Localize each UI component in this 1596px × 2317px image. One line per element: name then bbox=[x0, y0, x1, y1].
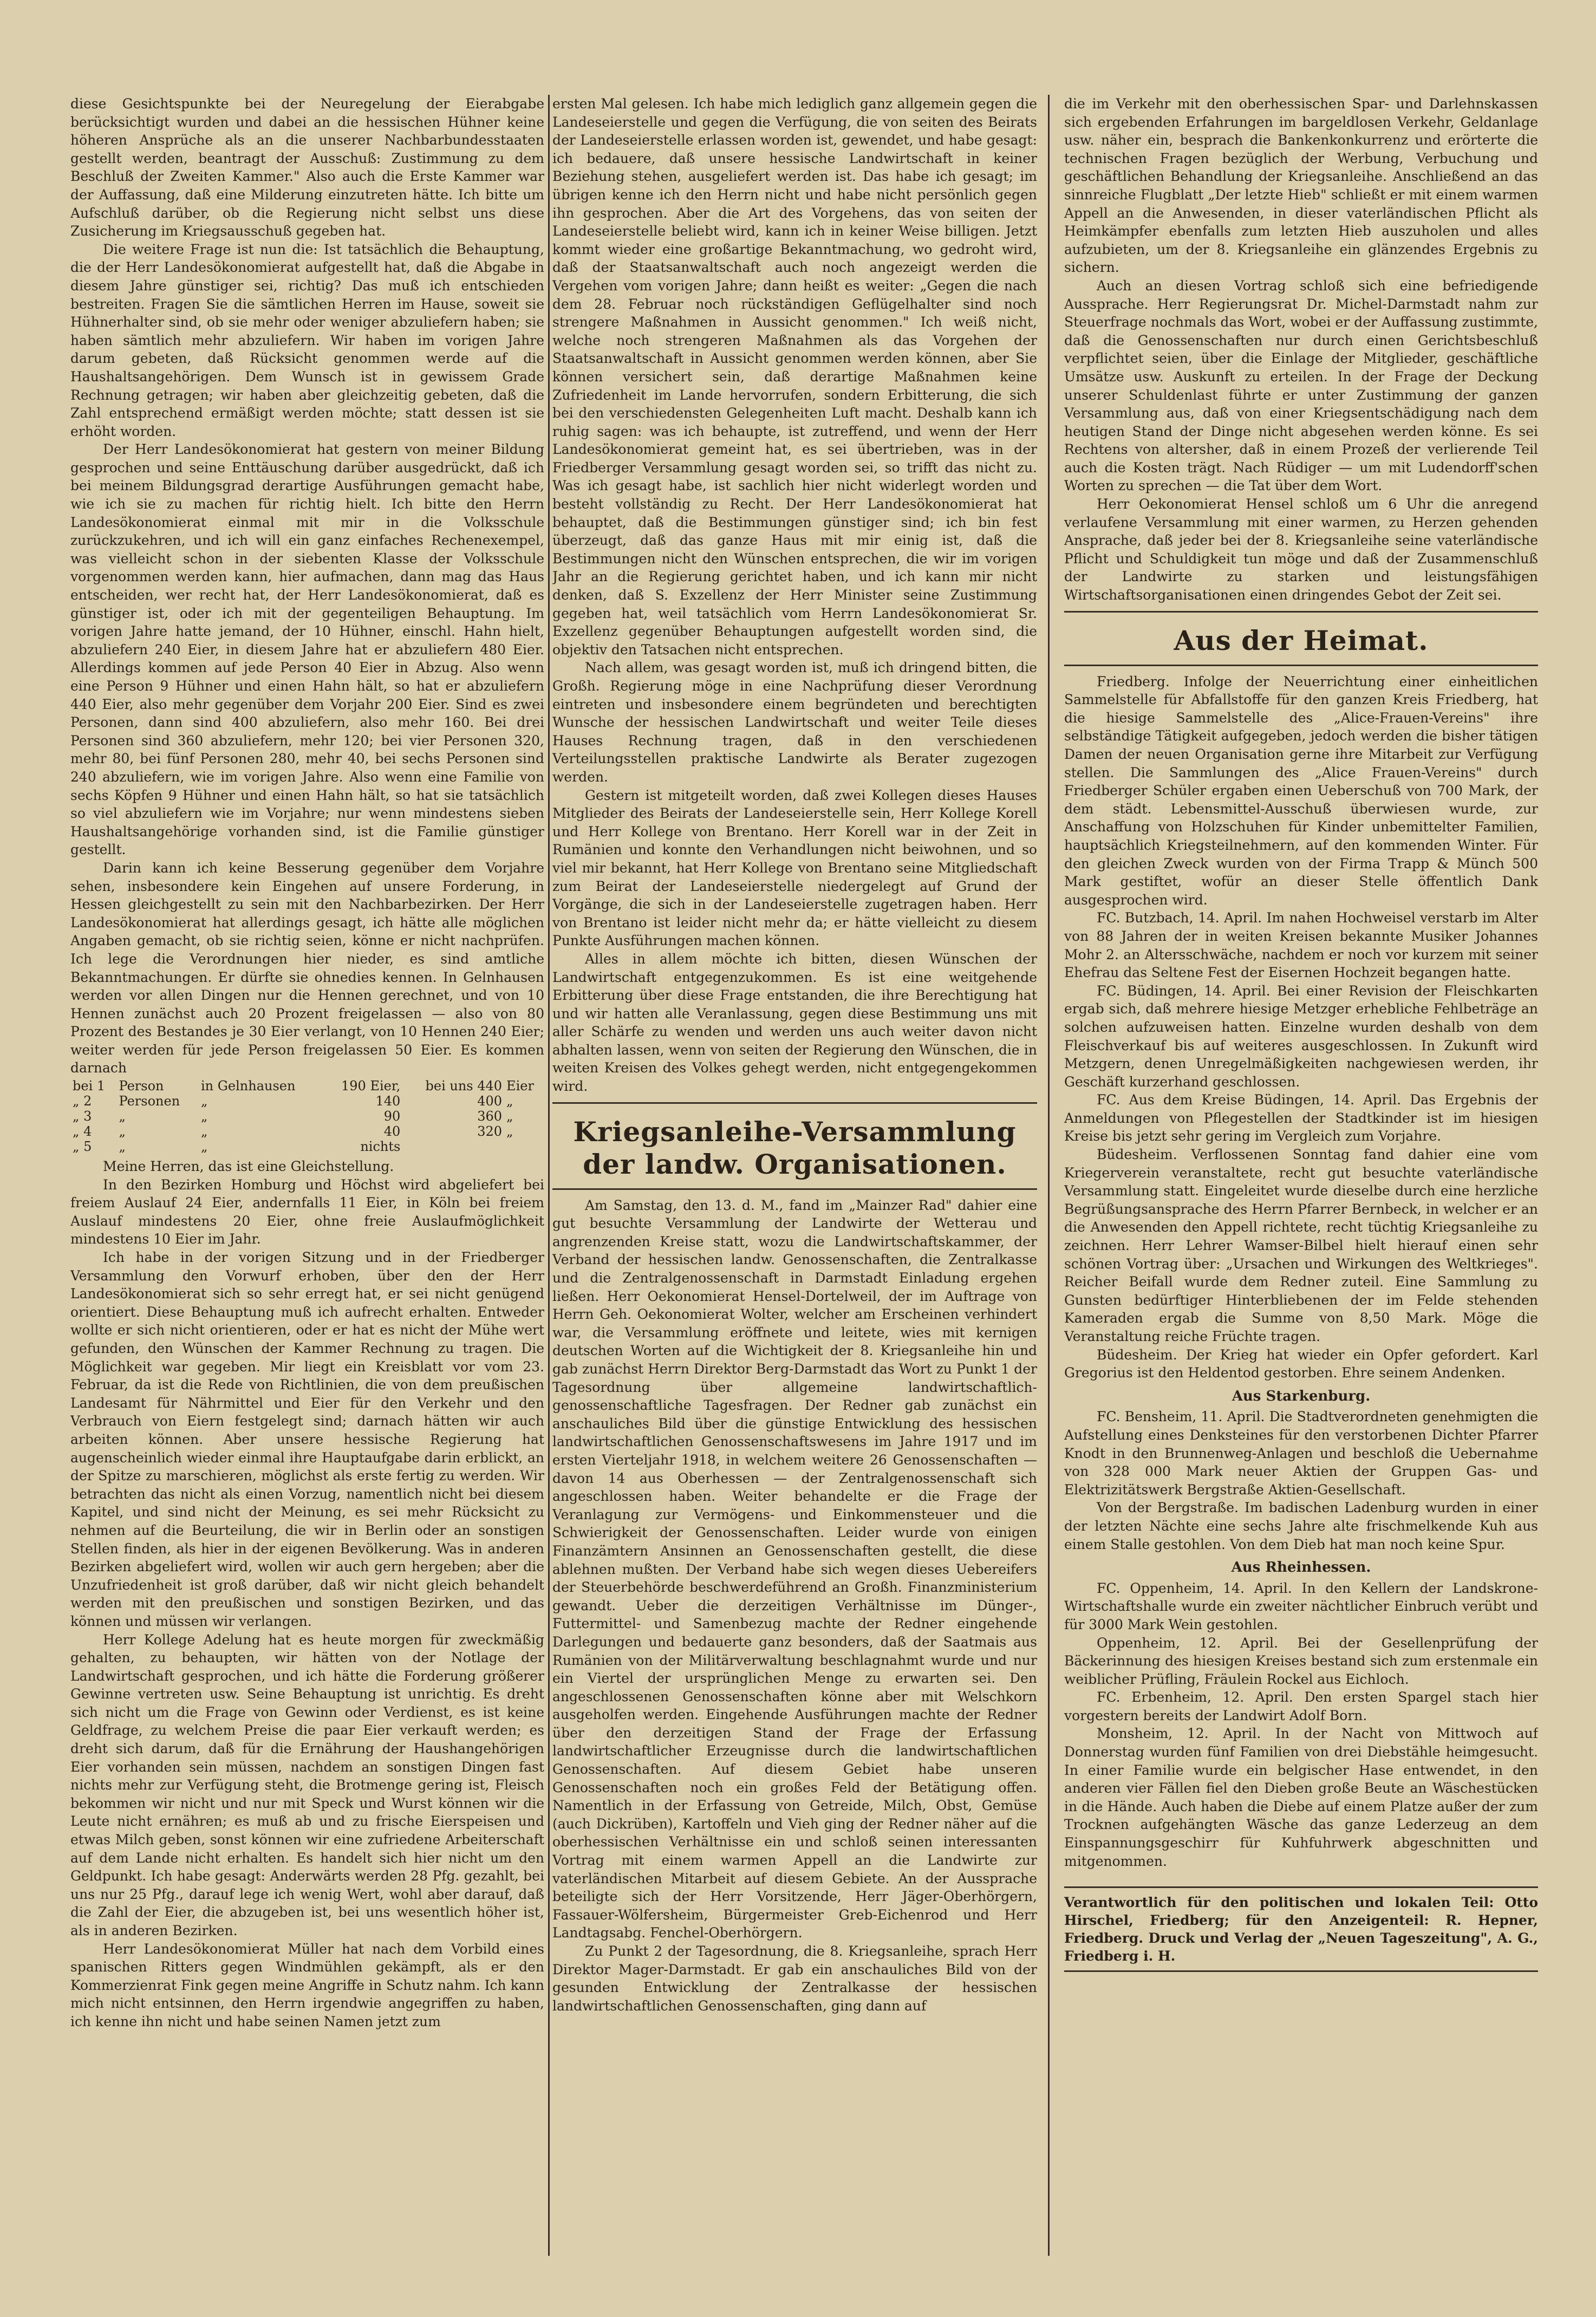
egg-table-cell bbox=[504, 1139, 544, 1154]
col1-paragraph-4: Darin kann ich keine Besserung gegenüber dem Vorjahre sehen, insbesondere kein Eingehen auf unsere Forderung, in Hessen gleichgestellt zu sein mit den Nachbarbezirken. Der Herr Landesökonomierat hat allerdings gesagt, ich hätte alle möglichen Angaben gemacht, ob sie richtig seien, könne er nicht nachprüfen. Ich lege die Verordnungen hier nieder, es sind amtliche Bekanntmachungen. Er dürfte sie ohnedies kennen. In Gelnhausen werden vor allen Dingen nur die Hennen gerechnet, und von 10 Hennen zunächst auch 20 Prozent freigelassen — also von 80 Prozent des Bestandes je 30 Eier verlangt, von 10 Hennen 240 Eier; weiter werden für jede Person freigelassen 50 Eier. Es kommen darnach bbox=[70, 860, 544, 1076]
column-rule-2 bbox=[1048, 95, 1050, 2256]
column-right bbox=[1064, 95, 1538, 2253]
egg-table-cell: nichts bbox=[360, 1139, 401, 1155]
col3-paragraph-5: FC. Butzbach, 14. April. Im nahen Hochweisel verstarb im Alter von 88 Jahren der in weiten Kreisen bekannte Musiker Johannes Mohr 2. an Altersschwäche, nachdem er noch vor kurzem mit seiner Ehefrau das Seltene Fest der Eisernen Hochzeit begangen hatte. bbox=[1064, 910, 1538, 981]
column-rule-1 bbox=[548, 95, 550, 2256]
egg-table-cell: „ bbox=[506, 1109, 513, 1124]
egg-table-cell: bei 1 bbox=[73, 1078, 106, 1094]
egg-table-cell: 320 bbox=[477, 1124, 503, 1140]
egg-table-cell: 190 Eier, bbox=[341, 1078, 401, 1094]
egg-table-cell: „ bbox=[119, 1139, 126, 1155]
col1-paragraph-8: Herr Kollege Adelung hat es heute morgen für zweckmäßig gehalten, zu behaupten, wir hätten von der Notlage der Landwirtschaft gesprochen, und ich hätte die Forderung größerer Gewinne vertreten usw. Seine Behauptung ist unrichtig. Es dreht sich nicht um die Frage von Gewinn oder Verdienst, es ist keine Geldfrage, zu welchem Preise die paar Eier verkauft werden; es dreht sich darum, daß für die Ernährung der Haushangehörigen Eier vorhanden sein müssen, nachdem an sonstigen Dingen fast nichts mehr zur Verfügung steht, die Brotmenge gering ist, Fleisch bekommen wir nicht und nur mit Speck und Wurst können wir die Leute nicht ernähren; es muß ab und zu frische Eierspeisen und etwas Milch geben, sonst können wir eine zufriedene Arbeiterschaft auf dem Lande nicht erhalten. Es handelt sich hier nicht um den Geldpunkt. Ich habe gesagt: Anderwärts werden 28 Pfg. gezahlt, bei uns nur 25 Pfg., darauf lege ich wenig Wert, wohl aber darauf, daß die Zahl der Eier, die abzugeben ist, bei uns wesentlich höher ist, als in anderen Bezirken. bbox=[70, 1631, 544, 1938]
egg-table-cell bbox=[402, 1139, 504, 1154]
egg-table-cell: in Gelnhausen bbox=[200, 1078, 296, 1094]
imprint-footer: Verantwortlich für den politischen und lokalen Teil: Otto Hirschel, Friedberg; für den Anzeigenteil: R. Hepner, Friedberg. Druck und Verlag der „Neuen Tageszeitung", A. G., Friedberg i. H. bbox=[1064, 1886, 1538, 1972]
egg-table-row bbox=[70, 1139, 544, 1154]
section-divider bbox=[552, 1188, 1037, 1190]
article-title-kriegsanleihe: Kriegsanleihe-Versammlung der landw. Organisationen. bbox=[573, 1115, 1017, 1180]
subhead-starkenburg: Aus Starkenburg. bbox=[1232, 1388, 1371, 1404]
egg-table-cell: 360 bbox=[477, 1109, 503, 1124]
col3-paragraph-13: Oppenheim, 12. April. Bei der Gesellenprüfung der Bäckerinnung des hiesigen Kreises bestand sich zum erstenmale ein weiblicher Prüfling, Fräulein Rockel aus Eichloch. bbox=[1064, 1635, 1538, 1687]
col3-paragraph-2: Auch an diesen Vortrag schloß sich eine befriedigende Aussprache. Herr Regierungsrat Dr. Michel-Darmstadt nahm zur Steuerfrage nochmals das Wort, wobei er der Auffassung zustimmte, daß die Genossenschaften nur durch einen Gerichtsbeschluß verpflichtet seien, über die Einlage der Mitglieder, geschäftliche Umsätze usw. Auskunft zu erteilen. In der Frage der Deckung unserer Schuldenlast führte er unter Zustimmung der ganzen Versammlung aus, daß von einer Kriegsentschädigung nach dem heutigen Stand der Dinge nicht abgesehen werden könne. Es sei Rechtens von altersher, daß in einem Prozeß der verlierende Teil auch die Kosten trägt. Nach Rüdiger — um mit Ludendorff'schen Worten zu sprechen — die Tat über dem Wort. bbox=[1064, 277, 1538, 494]
col2-paragraph-1: ersten Mal gelesen. Ich habe mich lediglich ganz allgemein gegen die Landeseierstelle und gegen die Verfügung, die von seiten des Beirats der Landeseierstelle erlassen worden ist, gewendet, und habe gesagt: ich bedauere, daß unsere hessische Landwirtschaft in keiner Beziehung stehen, ausgeliefert werden ist. Das habe ich gesagt; im übrigen kenne ich den Herrn nicht und habe nicht persönlich gegen ihn gesprochen. Aber die Art des Vorgehens, das von seiten der Landeseierstelle beliebt wird, kann ich in keiner Weise billigen. Jetzt kommt wieder eine großartige Bekanntmachung, wo gedroht wird, daß der Staatsanwaltschaft auch noch angezeigt werden die Vergehen vom vorigen Jahre; dann heißt es weiter: „Gegen die nach dem 28. Februar noch rückständigen Geflügelhalter sind noch strengere Maßnahmen in Aussicht genommen." Ich weiß nicht, welche noch strengeren Maßnahmen als das Vorgehen der Staatsanwaltschaft in Aussicht genommen werden können, aber Sie können versichert sein, daß derartige Maßnahmen keine Zufriedenheit im Lande hervorrufen, sondern Erbitterung, die sich bei den verschiedensten Gelegenheiten Luft macht. Deshalb kann ich ruhig sagen: was ich behaupte, ist zutreffend, und wenn der Herr Landesökonomierat gemeint hat, es sei übertrieben, was in der Friedberger Versammlung gesagt worden sei, so trifft das nicht zu. Was ich gesagt habe, ist sachlich hier nicht widerlegt worden und besteht vollständig zu Recht. Der Herr Landesökonomierat hat behauptet, daß die Bestimmungen günstiger sind; ich bin fest überzeugt, daß das ganze Haus mit mir einig ist, daß die Bestimmungen nicht den Wünschen entsprechen, die wir im vorigen Jahr an die Regierung gerichtet haben, und ich kann mir nicht denken, daß S. Exzellenz der Herr Minister seine Zustimmung gegeben hat, weil tatsächlich vom Herrn Landesökonomierat Sr. Exzellenz gegenüber Behauptungen aufgestellt worden sind, die objektiv den Tatsachen nicht entsprechen. bbox=[552, 96, 1037, 658]
egg-table-cell: bei uns 440 bbox=[425, 1078, 503, 1094]
col2-paragraph-3: Gestern ist mitgeteilt worden, daß zwei Kollegen dieses Hauses Mitglieder des Beirats der Landeseierstelle sein, Herr Kollege Korell und Herr Kollege von Brentano. Herr Korell war in der Zeit in Rumänien und konnte den Verhandlungen nicht beiwohnen, und so viel mir bekannt, hat Herr Kollege von Brentano seine Mitgliedschaft zum Beirat der Landeseierstelle niedergelegt auf Grund der Vorgänge, die sich in der Landeseierstelle zugetragen haben. Herr von Brentano ist leider nicht mehr da; er hätte vielleicht zu diesem Punkte Ausführungen machen können. bbox=[552, 787, 1037, 949]
col3-paragraph-11: Von der Bergstraße. Im badischen Ladenburg wurden in einer der letzten Nächte eine sechs Jahre alte frischmelkende Kuh aus einem Stalle gestohlen. Von dem Dieb hat man noch keine Spur. bbox=[1064, 1500, 1538, 1552]
col3-paragraph-1: die im Verkehr mit den oberhessischen Spar- und Darlehnskassen sich ergebenden Erfahrungen im bargeldlosen Verkehr, Geldanlage usw. näher ein, besprach die Bankenkonkurrenz und erörterte die technischen Fragen bezüglich der Werbung, Verbuchung und geschäftlichen Behandlung der Kriegsanleihe. Anschließend an das sinnreiche Flugblatt „Der letzte Hieb" schließt er mit einem warmen Appell an die Anwesenden, in dieser vaterländischen Pflicht als Heimkämpfer ebenfalls zum letzten Hieb auszuholen und alles aufzubieten, um der 8. Kriegsanleihe ein glänzendes Ergebnis zu sichern. bbox=[1064, 96, 1538, 276]
col3-paragraph-8: Büdesheim. Verflossenen Sonntag fand dahier eine vom Kriegerverein veranstaltete, recht gut besuchte vaterländische Versammlung statt. Eingeleitet wurde dieselbe durch eine herzliche Begrüßungsansprache des Herrn Pfarrer Bernbeck, in welcher er an die Anwesenden den Appell richtete, recht tüchtig Kriegsanleihe zu zeichnen. Herr Lehrer Wamser-Bilbel hielt hierauf einen sehr schönen Vortrag über: „Ursachen und Wirkungen des Weltkrieges". Reicher Beifall wurde dem Redner zuteil. Eine Sammlung zu Gunsten bedürftiger Hinterbliebenen der im Felde stehenden Kameraden ergab die Summe von 8,50 Mark. Möge die Veranstaltung reiche Früchte tragen. bbox=[1064, 1147, 1538, 1344]
section-title-heimat: Aus der Heimat. bbox=[1174, 624, 1429, 656]
section-divider bbox=[552, 1102, 1037, 1104]
col1-paragraph-7: Ich habe in der vorigen Sitzung und in der Friedberger Versammlung den Vorwurf erhoben, über den der Herr Landesökonomierat sich so sehr erregt hat, er sei nicht genügend orientiert. Diese Behauptung muß ich aufrecht erhalten. Entweder wollte er sich nicht orientieren, oder er hat es nicht der Mühe wert gefunden, den Wünschen der Kammer Rechnung zu tragen. Die Möglichkeit war gegeben. Mir liegt ein Kreisblatt vor vom 23. Februar, da ist die Rede von Richtlinien, die von dem preußischen Landesamt für Nährmittel und Eier für den Verkehr und den Verbrauch von Eiern festgelegt sind; darnach hätten wir auch arbeiten können. Aber unsere hessische Regierung hat augenscheinlich wieder einmal ihre Hauptaufgabe darin erblickt, an der Spitze zu marschieren, möglichst als erste fertig zu werden. Wir betrachten das nicht als einen Vorzug, namentlich nicht bei diesem Kapitel, und sind nicht der Meinung, es sei mehr Rücksicht zu nehmen auf die Beurteilung, die wir in Berlin oder an sonstigen Stellen finden, als hier in der eigenen Bevölkerung. Was in anderen Bezirken abgeliefert wird, wollen wir auch gern hergeben; aber die Unzufriedenheit ist groß darüber, daß wir nicht gleich behandelt werden mit den preußischen und sonstigen Bezirken, und das können und müssen wir verlangen. bbox=[70, 1249, 544, 1629]
egg-table-cell: „ 2 bbox=[73, 1094, 92, 1109]
egg-table-row bbox=[70, 1094, 544, 1109]
egg-table-cell: „ bbox=[506, 1124, 513, 1140]
col3-paragraph-10: FC. Bensheim, 11. April. Die Stadtverordneten genehmigten die Aufstellung eines Denksteines für den verstorbenen Dichter Pfarrer Knodt in den Brunnenweg-Anlagen und beschloß die Uebernahme von 328 000 Mark neuer Aktien der Gruppen Gas- und Elektrizitätswerk Bergstraße Aktien-Gesellschaft. bbox=[1064, 1409, 1538, 1498]
egg-table-row bbox=[70, 1124, 544, 1139]
col1-paragraph-6: In den Bezirken Homburg und Höchst wird abgeliefert bei freiem Auslauf 24 Eier, andernfalls 11 Eier, in Köln bei freiem Auslauf mindestens 20 Eier, ohne freie Auslaufmöglichkeit mindestens 10 Eier im Jahr. bbox=[70, 1176, 544, 1247]
col1-paragraph-9: Herr Landesökonomierat Müller hat nach dem Vorbild eines spanischen Ritters gegen Windmühlen gekämpft, als er den Kommerzienrat Fink gegen meine Angriffe in Schutz nahm. Ich kann mich nicht entsinnen, den Herrn irgendwie angegriffen zu haben, ich kenne ihn nicht und habe seinen Namen jetzt zum bbox=[70, 1941, 544, 2029]
col3-paragraph-15: Monsheim, 12. April. In der Nacht von Mittwoch auf Donnerstag wurden fünf Familien von drei Diebstähle heimgesucht. In einer Familie wurde ein belgischer Hase entwendet, in den anderen vier Fällen fiel den Dieben große Beute an Wäschestücken in die Hände. Auch haben die Diebe auf einem Platze außer der zum Trocknen aufgehängten Wäsche das ganze Lederzeug an dem Einspannungsgeschirr für Kuhfuhrwerk abgeschnitten und mitgenommen. bbox=[1064, 1726, 1538, 1869]
col1-paragraph-3: Der Herr Landesökonomierat hat gestern von meiner Bildung gesprochen und seine Enttäuschung darüber ausgedrückt, daß ich bei meinem Bildungsgrad derartige Ausführungen gemacht habe, wie ich sie zu machen für richtig hielt. Ich bitte den Herrn Landesökonomierat einmal mit mir in die Volksschule zurückzukehren, und ich will ein ganz einfaches Rechenexempel, was vielleicht schon in der siebenten Klasse der Volksschule vorgenommen werden kann, hier aufmachen, dann mag das Haus entscheiden, wer recht hat, der Herr Landesökonomierat, daß es günstiger ist, oder ich mit der gegenteiligen Behauptung. Im vorigen Jahre hatte jemand, der 10 Hühner, einschl. Hahn hielt, abzuliefern 240 Eier, in diesem Jahre hat er abzuliefern 480 Eier. Allerdings kommen auf jede Person 40 Eier in Abzug. Also wenn eine Person 9 Hühner und einen Hahn hält, so hat er abzuliefern 440 Eier, also mehr gegenüber dem Vorjahr 200 Eier. Sind es zwei Personen, dann sind 400 abzuliefern, also mehr 160. Bei drei Personen sind 360 abzuliefern, mehr 120; bei vier Personen 320, mehr 80, bei fünf Personen 280, mehr 40, bei sechs Personen sind 240 abzuliefern, wie im vorigen Jahre. Also wenn eine Familie von sechs Köpfen 9 Hühner und einen Hahn hält, so hat sie tatsächlich so viel abzuliefern wie im Vorjahre; nur wenn mindestens sieben Haushaltsangehörige vorhanden sind, ist die Familie günstiger gestellt. bbox=[70, 441, 544, 858]
egg-table-cell: Personen bbox=[119, 1094, 180, 1109]
egg-table-cell: „ bbox=[119, 1124, 126, 1140]
egg-table-cell: „ bbox=[200, 1124, 208, 1140]
col2-paragraph-4: Alles in allem möchte ich bitten, diesen Wünschen der Landwirtschaft entgegenzukommen. Es ist eine weitgehende Erbitterung über diese Frage entstanden, die ihre Berechtigung hat und wir hatten alle Veranlassung, gegen diese Bestimmung uns mit aller Schärfe zu wenden und werden uns auch weiter davon nicht abhalten lassen, wenn von seiten der Regierung den Wünschen, die in weiten Kreisen des Volkes gehegt werden, nicht entgegengekommen wird. bbox=[552, 951, 1037, 1095]
col3-paragraph-4: Friedberg. Infolge der Neuerrichtung einer einheitlichen Sammelstelle für Abfallstoffe für den ganzen Kreis Friedberg, hat die hiesige Sammelstelle des „Alice-Frauen-Vereins" ihre selbständige Tätigkeit aufgegeben, jedoch werden die bisher tätigen Damen der neuen Organisation gerne ihre Mitarbeit zur Verfügung stellen. Die Sammlungen des „Alice Frauen-Vereins" durch Friedberger Schüler ergaben einen Ueberschuß von 700 Mark, der dem städt. Lebensmittel-Ausschuß überwiesen wurde, zur Anschaffung von Holzschuhen für Kinder unbemittelter Familien, hauptsächlich Kriegsteilnehmern, auf den kommenden Winter. Für den gleichen Zweck wurden von der Firma Trapp & Münch 500 Mark gestiftet, wofür an dieser Stelle öffentlich Dank ausgesprochen wird. bbox=[1064, 673, 1538, 908]
egg-table-cell: 90 bbox=[383, 1109, 401, 1124]
col2-paragraph-5: Am Samstag, den 13. d. M., fand im „Mainzer Rad" dahier eine gut besuchte Versammlung der Landwirte der Wetterau und angrenzenden Kreise statt, wozu die Landwirtschaftskammer, der Verband der hessischen landw. Genossenschaften, die Zentralkasse und die Zentralgenossenschaft in Darmstadt Einladung ergehen ließen. Herr Oekonomierat Hensel-Dortelweil, der im Auftrage von Herrn Geh. Oekonomierat Wolter, welcher am Erscheinen verhindert war, die Versammlung eröffnete und leitete, wies mit kernigen deutschen Worten auf die Wichtigkeit der 8. Kriegsanleihe hin und gab zunächst Herrn Direktor Berg-Darmstadt das Wort zu Punkt 1 der Tagesordnung über allgemeine landwirtschaftlich-genossenschaftliche Tagesfragen. Der Redner gab zunächst ein anschauliches Bild über die günstige Entwicklung des hessischen landwirtschaftlichen Genossenschaftswesens im Jahre 1917 und im ersten Vierteljahr 1918, in welchem weitere 26 Genossenschaften — davon 14 aus Oberhessen — der Zentralgenossenschaft sich angeschlossen haben. Weiter behandelte er die Frage der Veranlagung zur Vermögens- und Einkommensteuer und die Schwierigkeit der Genossenschaften. Leider wurde von einigen Finanzämtern Ansinnen an Genossenschaften gestellt, die diese ablehnen mußten. Der Verband habe sich wegen dieses Uebereifers der Steuerbehörde beschwerdeführend an Großh. Finanzministerium gewandt. Ueber die derzeitigen Verhältnisse im Dünger-, Futtermittel- und Samenbezug machte der Redner eingehende Darlegungen und bedauerte ganz besonders, daß der Saatmais aus Rumänien von der Militärverwaltung beschlagnahmt wurde und nur ein Viertel der ursprünglichen Menge zu erwarten sei. Den angeschlossenen Genossenschaften könne aber mit Welschkorn ausgeholfen werden. Eingehende Ausführungen machte der Redner über den derzeitigen Stand der Frage der Erfassung landwirtschaftlicher Erzeugnisse durch die landwirtschaftlichen Genossenschaften. Auf diesem Gebiet habe unseren Genossenschaften noch ein großes Feld der Betätigung offen. Namentlich in der Erfassung von Getreide, Milch, Obst, Gemüse (auch Dickrüben), Kartoffeln und Vieh ging der Redner näher auf die oberhessischen Verhältnisse ein und schloß seinen interessanten Vortrag mit einem warmen Appell an die Landwirte zur vaterländischen Mitarbeit auf diesem Gebiete. An der Aussprache beteiligte sich der Herr Vorsitzende, Herr Jäger-Oberhörgern, Fassauer-Wölfersheim, Bürgermeister Greb-Eichenrod und Herr Landtagsabg. Fenchel-Oberhörgern. bbox=[552, 1197, 1037, 1941]
col2-paragraph-6: Zu Punkt 2 der Tagesordnung, die 8. Kriegsanleihe, sprach Herr Direktor Mager-Darmstadt. Er gab ein anschauliches Bild von der gesunden Entwicklung der Zentralkasse der hessischen landwirtschaftlichen Genossenschaften, ging dann auf bbox=[552, 1943, 1037, 2014]
col3-paragraph-9: Büdesheim. Der Krieg hat wieder ein Opfer gefordert. Karl Gregorius ist den Heldentod gestorben. Ehre seinem Andenken. bbox=[1064, 1346, 1538, 1381]
col1-paragraph-1: diese Gesichtspunkte bei der Neuregelung der Eierabgabe berücksichtigt wurden und dabei an die hessischen Hühner keine höheren Ansprüche als an die unserer Nachbarbundesstaaten gestellt werden, beantragt der Ausschuß: Zustimmung zu dem Beschluß der Zweiten Kammer." Also auch die Erste Kammer war der Auffassung, daß eine Milderung einzutreten hätte. Ich bitte um Aufschluß darüber, ob die Regierung nicht selbst uns diese Zusicherung im Kriegsausschuß gegeben hat. bbox=[70, 96, 544, 239]
egg-table-cell: „ bbox=[200, 1139, 208, 1155]
egg-table-cell: Person bbox=[119, 1078, 164, 1094]
egg-table-cell: 140 bbox=[375, 1094, 401, 1109]
col3-paragraph-3: Herr Oekonomierat Hensel schloß um 6 Uhr die anregend verlaufene Versammlung mit einer warmen, zu Herzen gehenden Ansprache, daß jeder bei der 8. Kriegsanleihe seine vaterländische Pflicht und Schuldigkeit tun möge und daß der Zusammenschluß der Landwirte zu starken und leistungsfähigen Wirtschaftsorganisationen einen dringendes Gebot der Zeit sei. bbox=[1064, 496, 1538, 603]
egg-table-cell: „ bbox=[506, 1094, 513, 1109]
egg-table-cell: 40 bbox=[383, 1124, 401, 1140]
egg-table-cell: „ 3 bbox=[73, 1109, 92, 1124]
egg-table-cell: „ bbox=[200, 1109, 208, 1124]
col3-paragraph-12: FC. Oppenheim, 14. April. In den Kellern der Landskrone-Wirtschaftshalle wurde ein zweiter nächtlicher Einbruch verübt und für 3000 Mark Wein gestohlen. bbox=[1064, 1580, 1538, 1632]
col3-paragraph-7: FC. Aus dem Kreise Büdingen, 14. April. Das Ergebnis der Anmeldungen von Pflegestellen der Stadtkinder ist im hiesigen Kreise bis jetzt sehr gering im Vergleich zum Vorjahre. bbox=[1064, 1092, 1538, 1144]
egg-table-cell: „ bbox=[119, 1109, 126, 1124]
egg-comparison-table bbox=[70, 1078, 544, 1154]
section-divider bbox=[1064, 611, 1538, 613]
section-divider bbox=[1064, 665, 1538, 666]
egg-table-cell: „ bbox=[200, 1094, 208, 1109]
column-middle bbox=[552, 95, 1037, 2253]
col1-paragraph-5: Meine Herren, das ist eine Gleichstellung. bbox=[103, 1158, 394, 1175]
egg-table-row bbox=[70, 1109, 544, 1124]
col3-paragraph-6: FC. Büdingen, 14. April. Bei einer Revision der Fleischkarten ergab sich, daß mehrere hiesige Metzger erhebliche Fehlbeträge an solchen aufzuweisen hatten. Einzelne wurden deshalb von dem Fleischverkauf bis auf weiteres ausgeschlossen. In Zukunft wird Metzgern, denen Unregelmäßigkeiten nachgewiesen werden, ihr Geschäft kurzerhand geschlossen. bbox=[1064, 982, 1538, 1090]
egg-table-cell: 400 bbox=[477, 1094, 503, 1109]
col2-paragraph-2: Nach allem, was gesagt worden ist, muß ich dringend bitten, die Großh. Regierung möge in eine Nachprüfung dieser Verordnung eintreten und insbesondere einem begründeten und berechtigten Wunsche der hessischen Landwirtschaft und weiter Teile dieses Hauses Rechnung tragen, daß in den verschiedenen Verteilungsstellen praktische Landwirte als Berater zugezogen werden. bbox=[552, 660, 1037, 785]
egg-table-cell: „ 5 bbox=[73, 1139, 92, 1155]
col3-paragraph-14: FC. Erbenheim, 12. April. Den ersten Spargel stach hier vorgestern bereits der Landwirt Adolf Born. bbox=[1064, 1689, 1538, 1723]
egg-table-cell: „ 4 bbox=[73, 1124, 92, 1140]
col1-paragraph-2: Die weitere Frage ist nun die: Ist tatsächlich die Behauptung, die der Herr Landesökonomierat aufgestellt hat, daß die Abgabe in diesem Jahre günstiger sei, richtig? Das muß ich entschieden bestreiten. Fragen Sie die sämtlichen Herren im Hause, soweit sie Hühnerhalter sind, ob sie mehr oder weniger abzuliefern haben; sie haben sämtlich mehr abzuliefern. Wir haben im vorigen Jahre darum gebeten, daß Rücksicht genommen werde auf die Haushaltsangehörigen. Dem Wunsch ist in gewissem Grade Rechnung getragen; wir haben aber gleichzeitig gebeten, daß die Zahl entsprechend ermäßigt werden möchte; statt dessen ist sie erhöht worden. bbox=[70, 241, 544, 439]
subhead-rheinhessen: Aus Rheinhessen. bbox=[1231, 1559, 1371, 1576]
egg-table-row bbox=[70, 1078, 544, 1094]
egg-table-cell: Eier bbox=[506, 1078, 534, 1094]
column-left bbox=[70, 95, 544, 2253]
